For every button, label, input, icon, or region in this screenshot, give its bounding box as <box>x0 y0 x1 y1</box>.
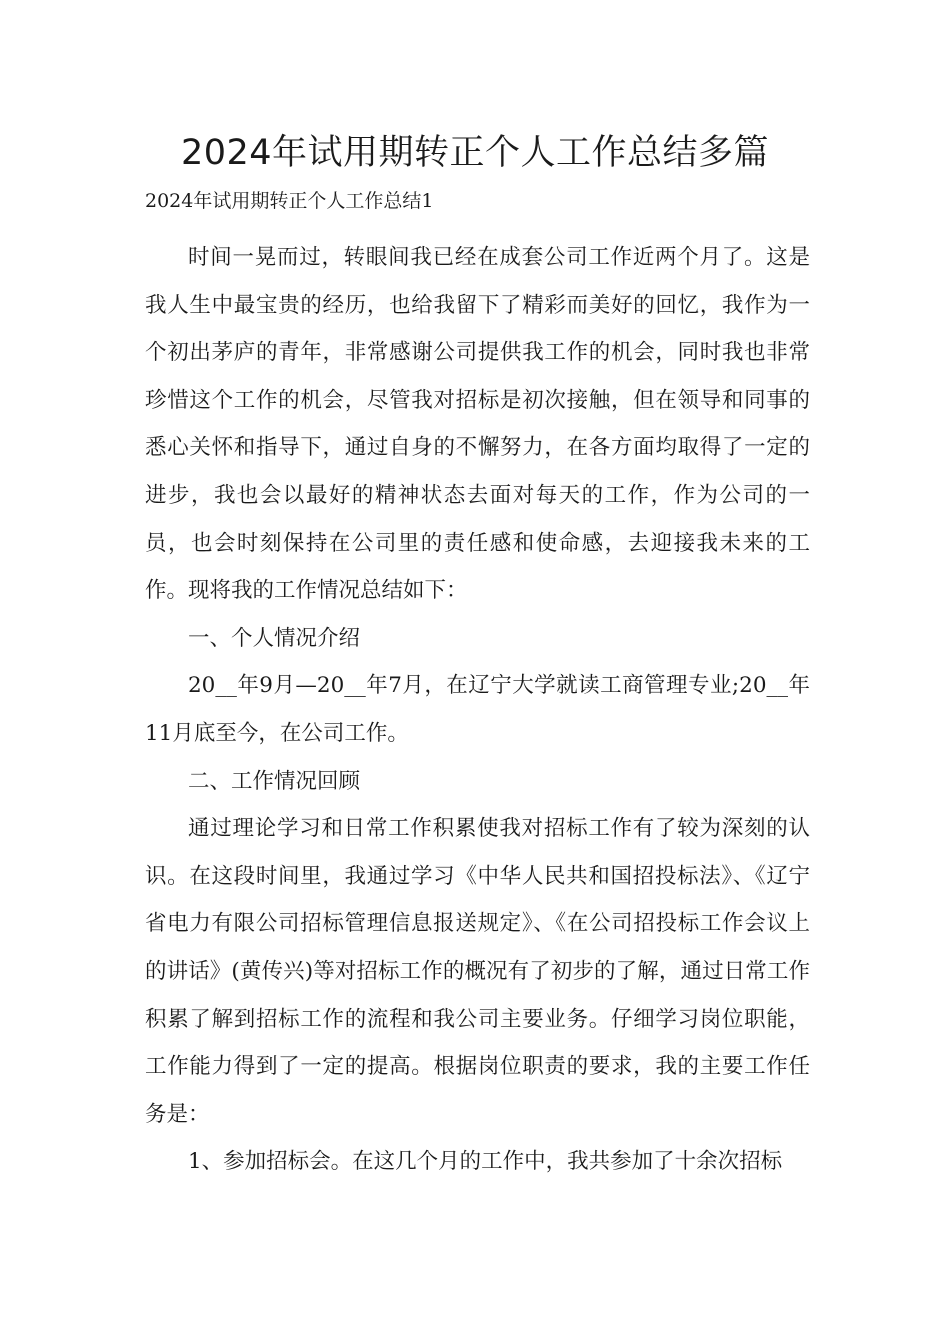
paragraph-education: 20__年9月—20__年7月，在辽宁大学就读工商管理专业;20__年11月底至今，在公司工作。 <box>145 673 810 746</box>
paragraph-item-1: 1、参加招标会。在这几个月的工作中，我共参加了十余次招标 <box>188 1149 783 1175</box>
document-body <box>145 234 810 1186</box>
paragraph-intro: 时间一晃而过，转眼间我已经在成套公司工作近两个月了。这是我人生中最宝贵的经历，也给我留下了精彩而美好的回忆，我作为一个初出茅庐的青年，非常感谢公司提供我工作的机会，同时我也非常珍惜这个工作的机会，尽管我对招标是初次接触，但在领导和同事的悉心关怀和指导下，通过自身的不懈努力，在各方面均取得了一定的进步，我也会以最好的精神状态去面对每天的工作，作为公司的一员，也会时刻保持在公司里的责任感和使命感，去迎接我未来的工作。现将我的工作情况总结如下： <box>145 245 810 604</box>
section-subtitle: 2024年试用期转正个人工作总结1 <box>145 190 434 212</box>
heading-personal-info: 一、个人情况介绍 <box>188 625 361 651</box>
paragraph-work-review: 通过理论学习和日常工作积累使我对招标工作有了较为深刻的认识。在这段时间里，我通过学习《中华人民共和国招投标法》、《辽宁省电力有限公司招标管理信息报送规定》、《在公司招投标工作会议上的讲话》(黄传兴)等对招标工作的概况有了初步的了解，通过日常工作积累了解到招标工作的流程和我公司主要业务。仔细学习岗位职能，工作能力得到了一定的提高。根据岗位职责的要求，我的主要工作任务是： <box>145 816 810 1127</box>
document-title: 2024年试用期转正个人工作总结多篇 <box>180 133 770 173</box>
heading-work-review: 二、工作情况回顾 <box>188 768 361 794</box>
